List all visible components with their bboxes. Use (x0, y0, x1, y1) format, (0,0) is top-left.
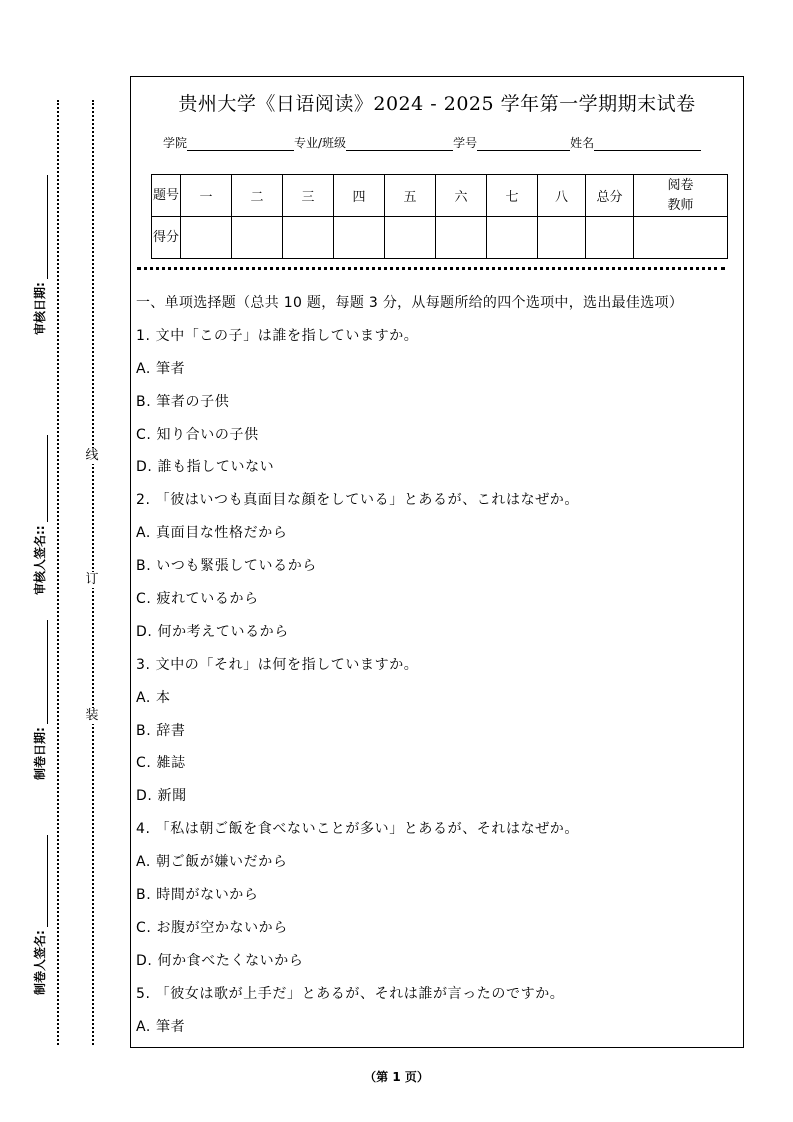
question-stem: 1. 文中「この子」は誰を指していますか。 (136, 327, 419, 344)
grader-header: 阅卷教师 (634, 175, 728, 217)
paper-date-field (28, 620, 48, 780)
section-1-header: 一 (181, 175, 232, 217)
college-label: 学院 (163, 136, 188, 150)
question-option: D. 新聞 (136, 788, 187, 805)
paper-date-blank (33, 620, 48, 724)
binding-mark-order: 订 (85, 572, 99, 587)
exam-title: 贵州大学《日语阅读》2024 - 2025 学年第一学期期末试卷 (178, 93, 696, 115)
question-option: A. 筆者 (136, 1018, 186, 1035)
question-option: C. 雑誌 (136, 755, 186, 772)
question-option: C. お腹が空かないから (136, 919, 288, 936)
question-option: B. いつも緊張しているから (136, 558, 317, 575)
score-cell[interactable] (181, 217, 232, 259)
section-8-header: 八 (538, 175, 586, 217)
question-option: B. 筆者の子供 (136, 393, 230, 410)
score-cell[interactable] (334, 217, 385, 259)
reviewer-signature-label: 审核人签名:: (33, 525, 47, 595)
binding-mark-line: 线 (85, 448, 99, 463)
name-label: 姓名 (570, 136, 595, 150)
question-stem: 5. 「彼女は歌が上手だ」とあるが、それは誰が言ったのですか。 (136, 985, 565, 1002)
exam-frame (130, 76, 744, 1048)
question-option: D. 何か食べたくないから (136, 952, 304, 969)
section-6-header: 六 (436, 175, 487, 217)
score-cell[interactable] (436, 217, 487, 259)
grader-cell[interactable] (634, 217, 728, 259)
score-cell[interactable] (487, 217, 538, 259)
question-number-header: 题号 (152, 175, 181, 217)
score-row-label: 得分 (152, 217, 181, 259)
author-signature-label: 制卷人签名: (33, 930, 47, 995)
review-date-field (28, 175, 48, 335)
name-field[interactable] (594, 138, 701, 151)
total-score-header: 总分 (586, 175, 634, 217)
review-date-blank (33, 175, 48, 279)
paper-date-label: 制卷日期: (33, 727, 47, 780)
major-class-label: 专业/班级 (294, 136, 347, 150)
page-number: （第 1 页） (364, 1070, 429, 1084)
binding-dotted-line-outer (57, 100, 59, 1045)
score-table (151, 174, 728, 259)
college-field[interactable] (187, 138, 294, 151)
question-option: A. 本 (136, 689, 171, 706)
score-cell[interactable] (232, 217, 283, 259)
major-class-field[interactable] (346, 138, 453, 151)
question-option: A. 筆者 (136, 360, 186, 377)
question-stem: 2. 「彼はいつも真面目な顔をしている」とあるが、これはなぜか。 (136, 492, 580, 509)
author-signature-blank (33, 835, 48, 927)
student-info-row (163, 134, 701, 151)
reviewer-signature-field (28, 435, 48, 595)
score-cell[interactable] (385, 217, 436, 259)
section-2-header: 二 (232, 175, 283, 217)
question-option: B. 時間がないから (136, 887, 259, 904)
score-cell[interactable] (283, 217, 334, 259)
header-separator (137, 267, 725, 270)
question-stem: 3. 文中の「それ」は何を指していますか。 (136, 656, 419, 673)
question-option: A. 真面目な性格だから (136, 525, 288, 542)
total-score-cell[interactable] (586, 217, 634, 259)
review-date-label: 审核日期: (33, 282, 47, 335)
question-option: A. 朝ご飯が嫌いだから (136, 854, 288, 871)
question-option: C. 疲れているから (136, 591, 259, 608)
student-id-label: 学号 (453, 136, 478, 150)
section-3-header: 三 (283, 175, 334, 217)
question-option: D. 誰も指していない (136, 459, 275, 476)
student-id-field[interactable] (477, 138, 570, 151)
section-5-header: 五 (385, 175, 436, 217)
reviewer-signature-blank (33, 435, 48, 522)
score-table-score-row (152, 217, 728, 259)
author-signature-field (28, 835, 48, 995)
score-table-header-row (152, 175, 728, 217)
question-option: D. 何か考えているから (136, 623, 289, 640)
score-cell[interactable] (538, 217, 586, 259)
exam-content (136, 289, 736, 1045)
section-4-header: 四 (334, 175, 385, 217)
question-option: B. 辞書 (136, 722, 186, 739)
binding-mark-bind: 装 (85, 708, 99, 723)
section-title: 一、单项选择题（总共 10 题，每题 3 分，从每题所给的四个选项中，选出最佳选项） (136, 295, 684, 311)
section-7-header: 七 (487, 175, 538, 217)
question-option: C. 知り合いの子供 (136, 426, 259, 443)
question-stem: 4. 「私は朝ご飯を食べないことが多い」とあるが、それはなぜか。 (136, 821, 580, 838)
